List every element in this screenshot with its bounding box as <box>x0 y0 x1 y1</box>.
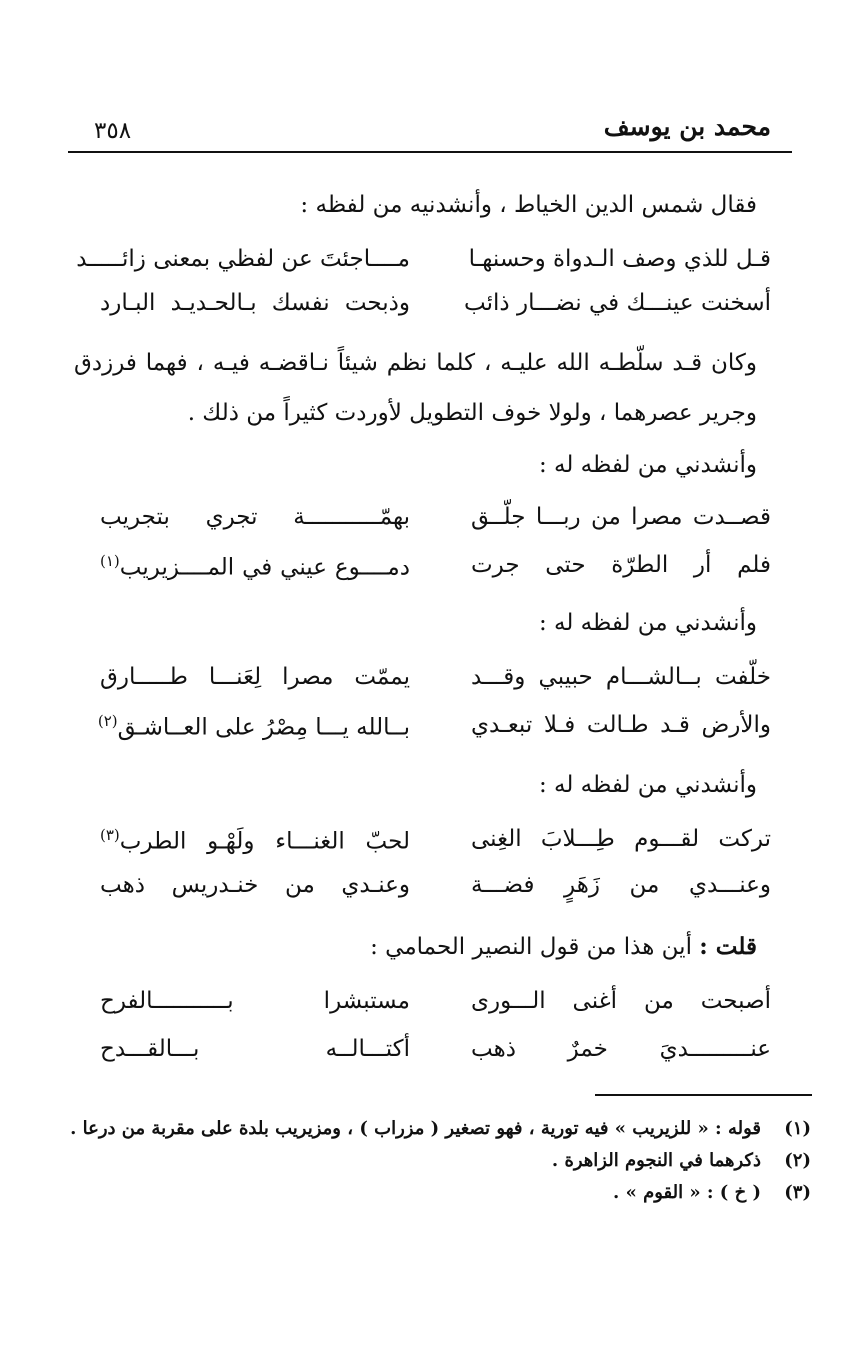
verse-line <box>100 290 771 338</box>
verse-first-hemistich: فلم أر الطرّة حتى جرت <box>471 552 771 578</box>
footnote-number: (٣) <box>784 1182 811 1203</box>
verse-line <box>76 246 771 294</box>
hemistich-text: لحبّ الغنـــاء ولَهْـو الطرب <box>119 828 410 855</box>
verse-second-hemistich: وعنـدي من خنـدريس ذهب <box>100 872 410 898</box>
paragraph-intro-1: فقال شمس الدين الخياط ، وأنشدنيه من لفظه : <box>300 192 757 218</box>
header-divider <box>68 151 792 153</box>
verse-line <box>100 664 771 712</box>
verse-line <box>100 552 771 600</box>
verse-second-hemistich: مــــاجئتَ عن لفظي بمعنى زائـــــد <box>76 246 410 272</box>
verse-second-hemistich: وذبحت نفسك بـالحـديـد البـارد <box>100 290 410 316</box>
running-header-author: محمد بن يوسف <box>603 112 771 141</box>
footnote-marker[interactable]: (١) <box>100 552 120 570</box>
verse-second-hemistich: يممّت مصرا لِعَنـــا طـــــارق <box>100 664 410 690</box>
footnote-marker[interactable]: (٢) <box>97 712 118 730</box>
verse-second-hemistich <box>100 552 410 581</box>
footnote <box>110 1182 811 1212</box>
paragraph-commentary: وكان قـد سلّطـه الله عليـه ، كلما نظم شيئاً نـاقضـه فيـه ، فهما فرزدق وجرير عصرهما ، ولولا خوف التطويل لأوردت كثيراً من ذلك . <box>74 350 757 426</box>
verse-line <box>100 504 771 552</box>
verse-first-hemistich: والأرض قـد طـالت فـلا تبعـدي <box>471 712 771 738</box>
verse-line <box>100 1036 771 1084</box>
verse-first-hemistich: قـل للذي وصف الـدواة وحسنهـا <box>468 246 771 272</box>
paragraph-intro-3: وأنشدني من لفظه له : <box>538 610 757 636</box>
verse-line <box>100 872 771 920</box>
verse-first-hemistich: أصبحت من أغنى الـــورى <box>471 988 771 1014</box>
verse-second-hemistich <box>100 826 410 855</box>
hemistich-text: بــالله يـــا مِصْرُ على العــاشـق <box>117 714 410 741</box>
verse-line <box>100 988 771 1036</box>
paragraph-author-note <box>74 922 757 972</box>
footnote-number: (٢) <box>784 1150 811 1171</box>
verse-first-hemistich: تركت لقـــوم طِـــلابَ الغِنى <box>471 826 771 852</box>
footnote-number: (١) <box>784 1118 811 1139</box>
paragraph-intro-2: وأنشدني من لفظه له : <box>538 452 757 478</box>
footnote-marker[interactable]: (٣) <box>100 826 120 844</box>
note-label: قلت : <box>699 933 757 960</box>
verse-second-hemistich <box>97 712 410 741</box>
footnote-text: ( خ ) : « القوم » . <box>613 1182 761 1203</box>
verse-first-hemistich: وعنـــدي من زَهَرٍ فضـــة <box>471 872 771 898</box>
verse-first-hemistich: عنـــــــــديَ خمرٌ ذهب <box>471 1036 771 1062</box>
footnote <box>70 1118 811 1148</box>
note-text: أين هذا من قول النصير الحمامي : <box>370 934 692 960</box>
footnote-text: ذكرهما في النجوم الزاهرة . <box>551 1150 761 1171</box>
verse-second-hemistich: أكتـــالــه بـــالقـــدح <box>100 1036 410 1062</box>
verse-second-hemistich: مستبشرا بـــــــــــالفرح <box>100 988 410 1014</box>
verse-second-hemistich: بهمّـــــــــــة تجري بتجريب <box>100 504 410 530</box>
verse-first-hemistich: قصــدت مصرا من ربـــا جلّــق <box>471 504 771 530</box>
footnote-divider <box>595 1094 812 1096</box>
verse-line <box>100 826 771 874</box>
paragraph-intro-4: وأنشدني من لفظه له : <box>538 772 757 798</box>
footnote-text: قوله : « للزيريب » فيه تورية ، فهو تصغير ( مزراب ) ، ومزيريب بلدة على مقربة من درعا . <box>70 1118 761 1139</box>
hemistich-text: دمــــوع عيني في المــــزيريب <box>119 554 410 581</box>
verse-line <box>97 712 771 760</box>
verse-first-hemistich: أسخنت عينـــك في نضـــار ذائب <box>464 290 771 316</box>
footnote <box>110 1150 811 1180</box>
verse-first-hemistich: خلّفت بــالشـــام حبيبي وقـــد <box>471 664 771 690</box>
page-number: ٣٥٨ <box>94 118 132 144</box>
